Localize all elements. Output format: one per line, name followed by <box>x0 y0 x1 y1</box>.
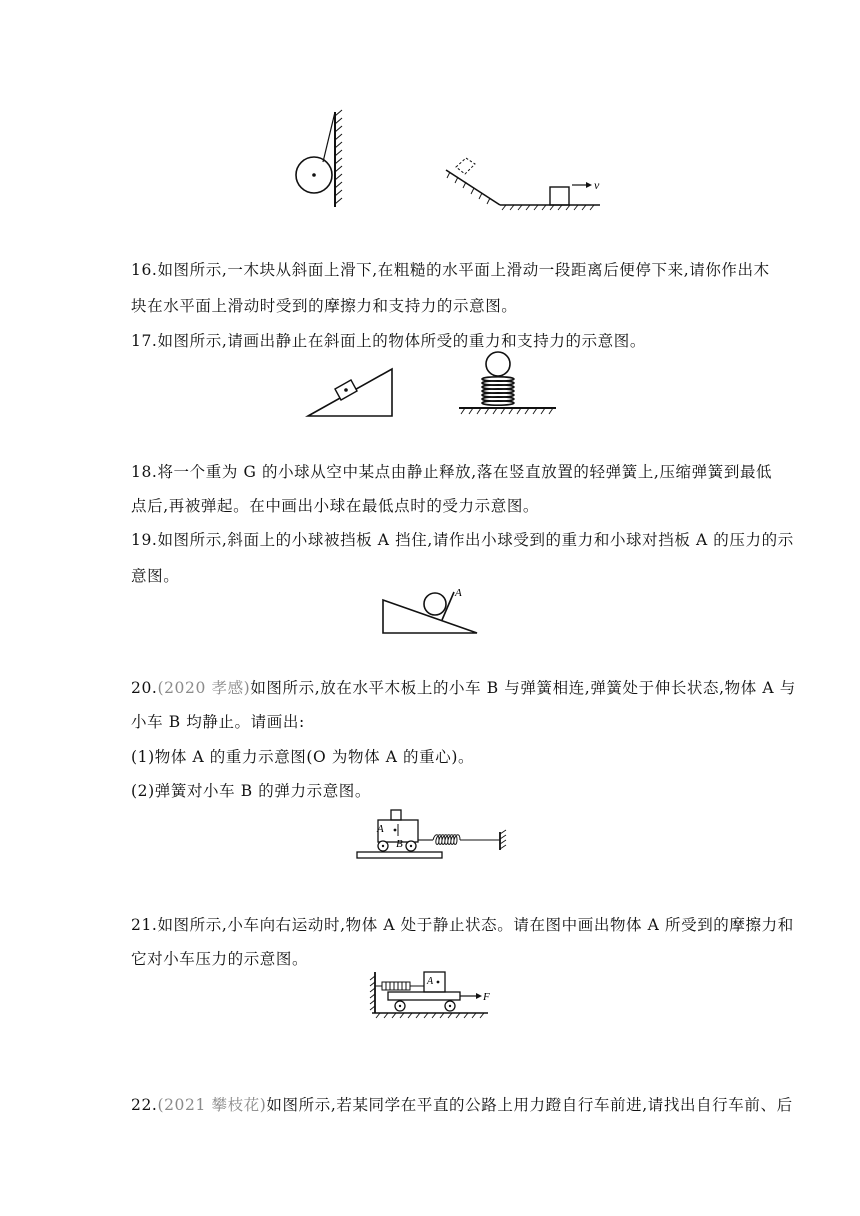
q18-line-1: 18.将一个重为 G 的小球从空中某点由静止释放,落在竖直放置的轻弹簧上,压缩弹簧到最低 <box>131 463 773 481</box>
object-a-label-2: A <box>427 976 434 987</box>
q20-line-1 <box>131 676 796 698</box>
q21-line-2: 它对小车压力的示意图。 <box>131 950 309 968</box>
q20-line-4: (2)弹簧对小车 B 的弹力示意图。 <box>131 782 372 800</box>
q20-text: 如图所示,放在水平木板上的小车 B 与弹簧相连,弹簧处于伸长状态,物体 A 与 <box>250 679 796 697</box>
q20-line-3: (1)物体 A 的重力示意图(O 为物体 A 的重心)。 <box>131 748 475 766</box>
figure-ball-on-wall <box>285 108 355 210</box>
q19-line-1: 19.如图所示,斜面上的小球被挡板 A 挡住,请作出小球受到的重力和小球对挡板 A 的压力的示 <box>131 531 794 549</box>
figure-ball-barrier <box>380 584 482 636</box>
figure-block-on-incline <box>305 366 397 418</box>
q18-line-2: 点后,再被弹起。在中画出小球在最低点时的受力示意图。 <box>131 497 540 515</box>
q22-text: 如图所示,若某同学在平直的公路上用力蹬自行车前进,请找出自行车前、后 <box>266 1096 793 1114</box>
q16-line-2: 块在水平面上滑动时受到的摩擦力和支持力的示意图。 <box>131 297 518 315</box>
q17-line-1: 17.如图所示,请画出静止在斜面上的物体所受的重力和支持力的示意图。 <box>131 332 646 350</box>
q21-line-1: 21.如图所示,小车向右运动时,物体 A 处于静止状态。请在图中画出物体 A 所受到的摩擦力和 <box>131 916 794 934</box>
q22-line-1 <box>131 1093 793 1115</box>
figure-ball-on-spring <box>456 350 558 416</box>
force-label: F <box>483 991 490 1003</box>
figure-block-sliding <box>440 152 605 212</box>
q20-number: 20. <box>131 679 158 697</box>
q22-number: 22. <box>131 1096 158 1114</box>
figure-cart-spring <box>353 806 513 862</box>
figure-cart-force <box>368 968 498 1020</box>
velocity-label: v <box>594 178 600 192</box>
q22-source: (2021 攀枝花) <box>157 1096 267 1114</box>
q20-source: (2020 孝感) <box>157 679 251 697</box>
cart-b-label: B <box>396 838 403 850</box>
object-a-label: A <box>377 823 384 835</box>
q19-line-2: 意图。 <box>131 567 180 585</box>
barrier-label: A <box>455 587 462 599</box>
q20-line-2: 小车 B 均静止。请画出: <box>131 713 305 731</box>
q16-line-1: 16.如图所示,一木块从斜面上滑下,在粗糙的水平面上滑动一段距离后便停下来,请你作出木 <box>131 261 770 279</box>
